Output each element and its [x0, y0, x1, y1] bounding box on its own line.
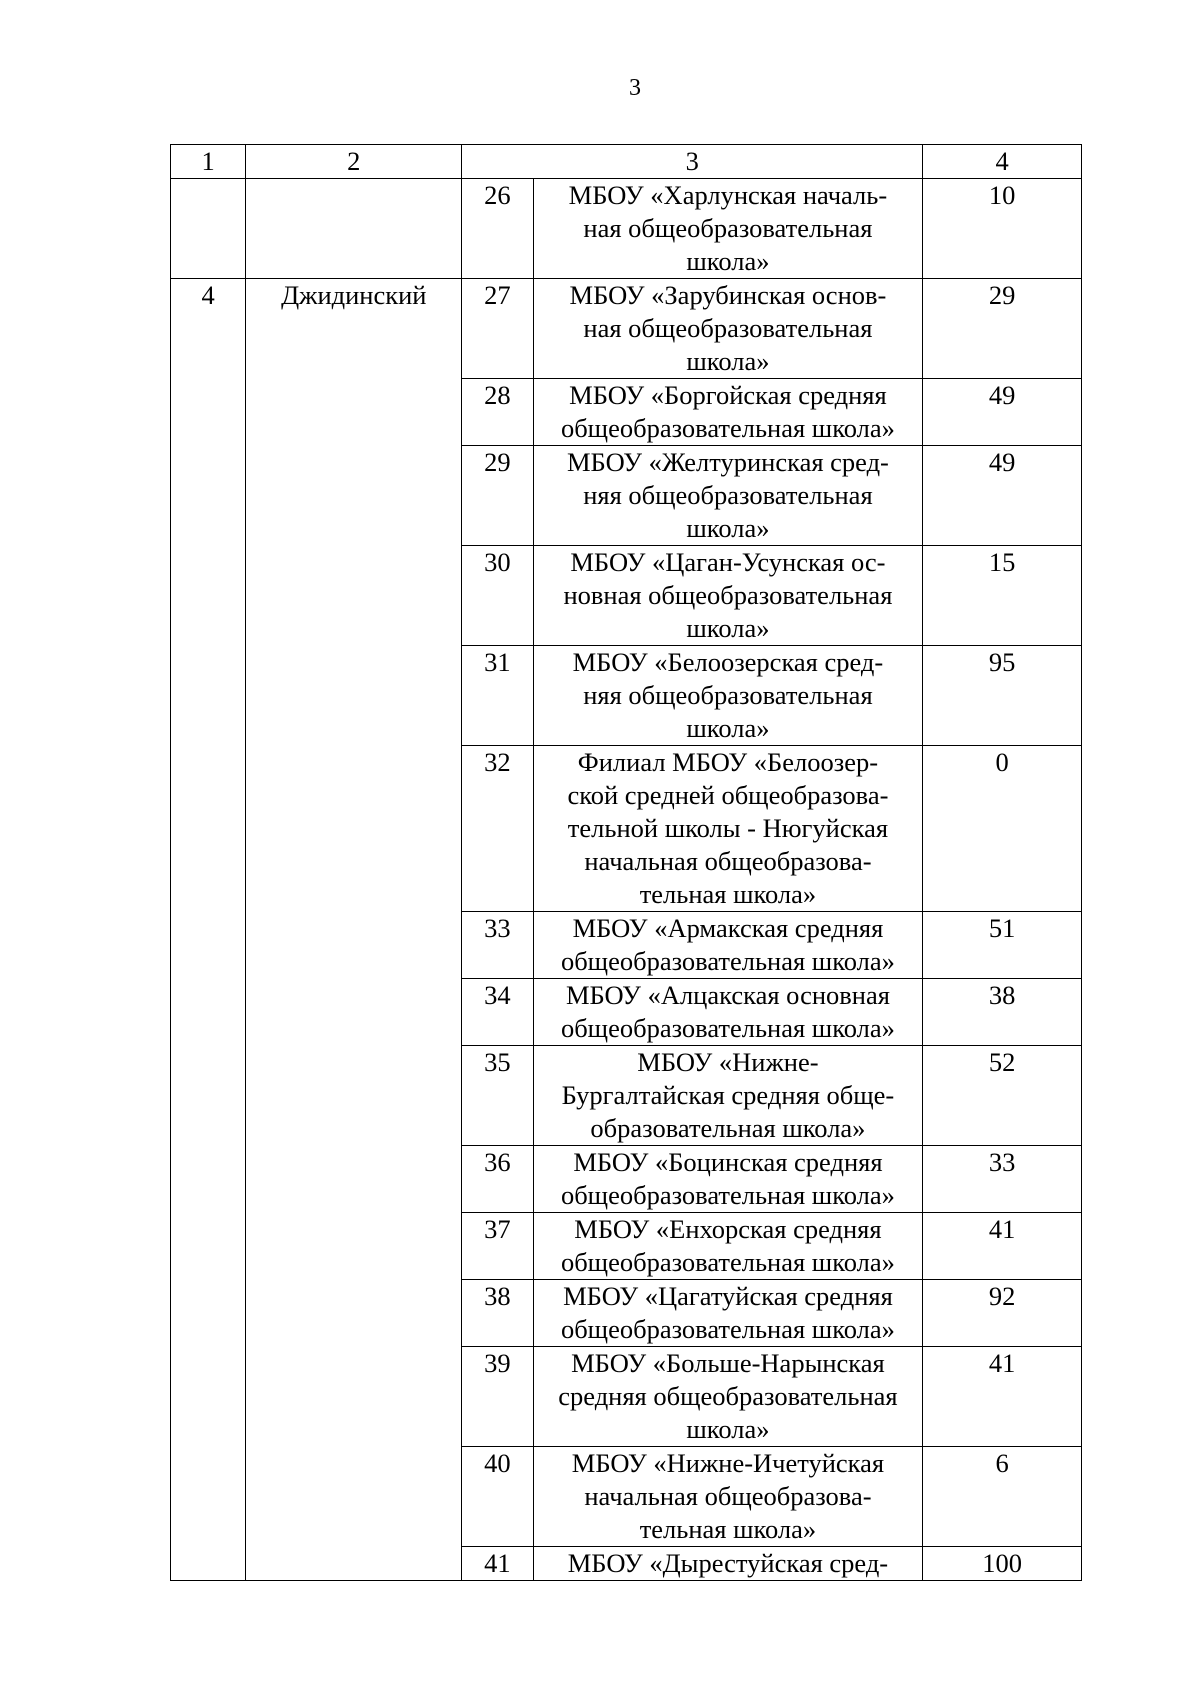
school-name	[533, 1547, 923, 1581]
row-value: 49	[923, 379, 1082, 446]
row-value: 52	[923, 1046, 1082, 1146]
school-name-line: няя общеобразовательная	[583, 480, 873, 510]
row-number: 37	[462, 1213, 533, 1280]
row-number: 41	[462, 1547, 533, 1581]
school-name-line: общеобразовательная школа»	[560, 1013, 895, 1043]
header-col-1: 1	[171, 145, 246, 179]
header-col-4: 4	[923, 145, 1082, 179]
empty-index-cell	[171, 179, 246, 279]
row-value: 100	[923, 1547, 1082, 1581]
row-number: 28	[462, 379, 533, 446]
row-value: 38	[923, 979, 1082, 1046]
header-row	[171, 145, 1082, 179]
school-name	[533, 979, 923, 1046]
row-number: 40	[462, 1447, 533, 1547]
row-number: 33	[462, 912, 533, 979]
school-name	[533, 1046, 923, 1146]
school-name-line: общеобразовательная школа»	[560, 1247, 895, 1277]
school-name-line: общеобразовательная школа»	[560, 1180, 895, 1210]
table-row	[171, 279, 1082, 379]
school-name	[533, 379, 923, 446]
row-number: 36	[462, 1146, 533, 1213]
school-name-line: школа»	[686, 613, 770, 643]
row-number: 35	[462, 1046, 533, 1146]
school-name	[533, 746, 923, 912]
row-value: 95	[923, 646, 1082, 746]
school-name-line: тельная школа»	[639, 1514, 817, 1544]
row-number: 30	[462, 546, 533, 646]
school-name	[533, 179, 923, 279]
header-col-3: 3	[462, 145, 923, 179]
school-name-line: МБОУ «Зарубинская основ-	[569, 280, 887, 310]
row-value: 41	[923, 1347, 1082, 1447]
school-name-line: школа»	[686, 513, 770, 543]
school-name-line: МБОУ «Армакская средняя	[572, 913, 884, 943]
school-name-line: МБОУ «Нижне-Ичетуйская	[571, 1448, 885, 1478]
school-name	[533, 1146, 923, 1213]
school-name-line: МБОУ «Енхорская средняя	[574, 1214, 882, 1244]
school-name-line: тельная школа»	[639, 879, 817, 909]
row-number: 32	[462, 746, 533, 912]
school-name-line: Филиал МБОУ «Белоозер-	[577, 747, 879, 777]
school-name-line: МБОУ «Алцакская основная	[565, 980, 890, 1010]
school-name-line: общеобразовательная школа»	[560, 1314, 895, 1344]
school-name-line: МБОУ «Боргойская средняя	[569, 380, 887, 410]
school-name-line: школа»	[686, 1414, 770, 1444]
school-name-line: начальная общеобразова-	[584, 1481, 872, 1511]
row-value: 33	[923, 1146, 1082, 1213]
row-number: 26	[462, 179, 533, 279]
row-value: 51	[923, 912, 1082, 979]
school-name-line: МБОУ «Белоозерская сред-	[572, 647, 884, 677]
school-name-line: МБОУ «Больше-Нарынская	[571, 1348, 885, 1378]
school-name-line: школа»	[686, 246, 770, 276]
row-number: 38	[462, 1280, 533, 1347]
school-name-line: МБОУ «Нижне-	[637, 1047, 819, 1077]
school-name	[533, 1213, 923, 1280]
school-name-line: ная общеобразовательная	[583, 313, 873, 343]
school-name-line: школа»	[686, 713, 770, 743]
row-value: 0	[923, 746, 1082, 912]
school-name-line: МБОУ «Цаган-Усунская ос-	[570, 547, 886, 577]
row-value: 29	[923, 279, 1082, 379]
school-name-line: ная общеобразовательная	[583, 213, 873, 243]
school-name	[533, 1280, 923, 1347]
school-name-line: начальная общеобразова-	[584, 846, 872, 876]
row-value: 41	[923, 1213, 1082, 1280]
school-name-line: МБОУ «Цагатуйская средняя	[563, 1281, 893, 1311]
row-number: 29	[462, 446, 533, 546]
school-name-line: образовательная школа»	[590, 1113, 866, 1143]
district-name: Джидинский	[246, 279, 462, 1581]
school-name	[533, 1347, 923, 1447]
school-name-line: МБОУ «Харлунская началь-	[568, 180, 888, 210]
row-value: 15	[923, 546, 1082, 646]
school-name	[533, 912, 923, 979]
school-name	[533, 279, 923, 379]
empty-district-cell	[246, 179, 462, 279]
row-number: 31	[462, 646, 533, 746]
school-name-line: МБОУ «Дырестуйская сред-	[567, 1548, 889, 1578]
school-name-line: общеобразовательная школа»	[560, 413, 895, 443]
school-name-line: средняя общеобразовательная	[558, 1381, 898, 1411]
table-row	[171, 179, 1082, 279]
school-name	[533, 546, 923, 646]
school-name	[533, 1447, 923, 1547]
school-name-line: МБОУ «Желтуринская сред-	[566, 447, 889, 477]
school-name	[533, 446, 923, 546]
row-value: 49	[923, 446, 1082, 546]
row-value: 6	[923, 1447, 1082, 1547]
row-number: 39	[462, 1347, 533, 1447]
row-value: 92	[923, 1280, 1082, 1347]
page-number: 3	[629, 75, 641, 101]
row-number: 27	[462, 279, 533, 379]
school-name-line: Бургалтайская средняя обще-	[561, 1080, 895, 1110]
school-name	[533, 646, 923, 746]
row-value: 10	[923, 179, 1082, 279]
school-name-line: тельной школы - Нюгуйская	[567, 813, 889, 843]
school-name-line: ской средней общеобразова-	[567, 780, 889, 810]
row-number: 34	[462, 979, 533, 1046]
district-index: 4	[171, 279, 246, 1581]
school-name-line: МБОУ «Боцинская средняя	[573, 1147, 883, 1177]
schools-table	[170, 144, 1082, 1581]
school-name-line: школа»	[686, 346, 770, 376]
school-name-line: няя общеобразовательная	[583, 680, 873, 710]
school-name-line: новная общеобразовательная	[563, 580, 893, 610]
school-name-line: общеобразовательная школа»	[560, 946, 895, 976]
header-col-2: 2	[246, 145, 462, 179]
